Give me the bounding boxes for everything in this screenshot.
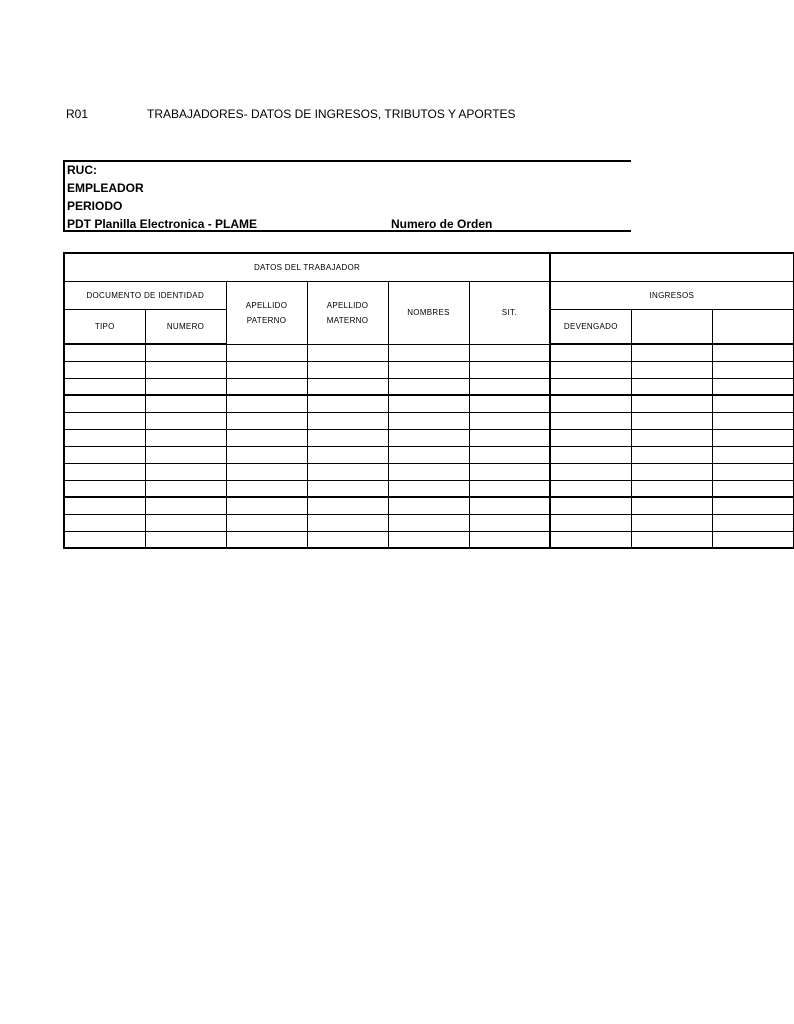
table-cell[interactable]: [469, 378, 550, 395]
table-cell[interactable]: [631, 378, 712, 395]
table-cell[interactable]: [388, 497, 469, 514]
table-cell[interactable]: [64, 361, 145, 378]
table-cell[interactable]: [307, 446, 388, 463]
table-cell[interactable]: [550, 378, 631, 395]
table-cell[interactable]: [388, 378, 469, 395]
table-row: [64, 446, 793, 463]
table-cell[interactable]: [307, 395, 388, 412]
table-cell[interactable]: [64, 429, 145, 446]
table-row: [64, 480, 793, 497]
table-cell[interactable]: [712, 378, 793, 395]
table-cell[interactable]: [226, 429, 307, 446]
ruc-label: RUC:: [67, 163, 97, 177]
table-cell[interactable]: [145, 361, 226, 378]
table-row: [64, 497, 793, 514]
table-cell[interactable]: [712, 480, 793, 497]
table-cell[interactable]: [550, 344, 631, 361]
maternal-surname-header: APELLIDO MATERNO: [307, 281, 388, 344]
table-cell[interactable]: [469, 480, 550, 497]
table-cell[interactable]: [469, 412, 550, 429]
table-cell[interactable]: [388, 514, 469, 531]
table-cell[interactable]: [631, 429, 712, 446]
table-cell[interactable]: [631, 361, 712, 378]
table-cell[interactable]: [226, 446, 307, 463]
blank-top-header: [550, 253, 793, 281]
table-cell[interactable]: [64, 344, 145, 361]
employer-label: EMPLEADOR: [67, 181, 144, 195]
table-cell[interactable]: [469, 446, 550, 463]
table-cell[interactable]: [226, 480, 307, 497]
table-cell[interactable]: [712, 361, 793, 378]
table-row: [64, 344, 793, 361]
table-cell[interactable]: [64, 446, 145, 463]
table-cell[interactable]: [712, 412, 793, 429]
table-cell[interactable]: [712, 463, 793, 480]
table-row: [64, 412, 793, 429]
table-cell[interactable]: [388, 361, 469, 378]
table-row: [64, 531, 793, 548]
table-cell[interactable]: [145, 378, 226, 395]
order-number-label: Numero de Orden: [391, 217, 493, 231]
table-cell[interactable]: [631, 446, 712, 463]
table-cell[interactable]: [550, 361, 631, 378]
table-cell[interactable]: [307, 429, 388, 446]
names-header: NOMBRES: [388, 281, 469, 344]
table-cell[interactable]: [469, 344, 550, 361]
table-cell[interactable]: [388, 531, 469, 548]
table-cell[interactable]: [226, 361, 307, 378]
table-cell[interactable]: [307, 412, 388, 429]
table-cell[interactable]: [307, 514, 388, 531]
table-cell[interactable]: [550, 412, 631, 429]
table-cell[interactable]: [145, 412, 226, 429]
table-cell[interactable]: [550, 395, 631, 412]
table-cell[interactable]: [64, 463, 145, 480]
table-cell[interactable]: [226, 463, 307, 480]
employer-info-box: [63, 160, 631, 232]
table-cell[interactable]: [145, 429, 226, 446]
table-cell[interactable]: [631, 395, 712, 412]
table-cell[interactable]: [388, 412, 469, 429]
table-cell[interactable]: [226, 378, 307, 395]
paternal-surname-header: APELLIDO PATERNO: [226, 281, 307, 344]
table-cell[interactable]: [550, 463, 631, 480]
table-cell[interactable]: [550, 480, 631, 497]
table-cell[interactable]: [64, 480, 145, 497]
table-cell[interactable]: [388, 344, 469, 361]
pdt-label: PDT Planilla Electronica - PLAME: [67, 217, 258, 231]
table-cell[interactable]: [145, 446, 226, 463]
period-label: PERIODO: [67, 199, 123, 213]
table-cell[interactable]: [307, 480, 388, 497]
table-cell[interactable]: [226, 497, 307, 514]
table-cell[interactable]: [145, 344, 226, 361]
table-cell[interactable]: [64, 395, 145, 412]
table-cell[interactable]: [469, 395, 550, 412]
table-cell[interactable]: [469, 497, 550, 514]
table-cell[interactable]: [145, 497, 226, 514]
table-cell[interactable]: [226, 395, 307, 412]
table-cell[interactable]: [64, 514, 145, 531]
table-cell[interactable]: [226, 412, 307, 429]
income-subheader-2: [631, 309, 712, 344]
table-cell[interactable]: [631, 480, 712, 497]
accrued-header: DEVENGADO: [550, 309, 631, 344]
table-cell[interactable]: [469, 361, 550, 378]
table-row: [64, 361, 793, 378]
table-cell[interactable]: [388, 480, 469, 497]
table-row: [64, 514, 793, 531]
table-cell[interactable]: [226, 514, 307, 531]
table-row: [64, 395, 793, 412]
table-cell[interactable]: [388, 429, 469, 446]
workers-table-viewport: [63, 252, 695, 568]
table-cell[interactable]: [631, 344, 712, 361]
table-cell[interactable]: [145, 480, 226, 497]
table-cell[interactable]: [550, 514, 631, 531]
table-cell[interactable]: [145, 514, 226, 531]
table-cell[interactable]: [550, 446, 631, 463]
workers-table: [63, 252, 794, 549]
table-cell[interactable]: [388, 395, 469, 412]
table-cell[interactable]: [631, 497, 712, 514]
table-cell[interactable]: [550, 531, 631, 548]
table-cell[interactable]: [712, 344, 793, 361]
table-cell[interactable]: [712, 497, 793, 514]
table-cell[interactable]: [64, 497, 145, 514]
id-document-header: DOCUMENTO DE IDENTIDAD: [64, 281, 226, 309]
number-header: NUMERO: [145, 309, 226, 344]
table-cell[interactable]: [64, 412, 145, 429]
table-cell[interactable]: [307, 344, 388, 361]
table-cell[interactable]: [712, 446, 793, 463]
table-cell[interactable]: [712, 429, 793, 446]
table-row: [64, 429, 793, 446]
table-cell[interactable]: [226, 531, 307, 548]
table-cell[interactable]: [469, 429, 550, 446]
table-row: [64, 378, 793, 395]
income-subheader-3: [712, 309, 793, 344]
type-header: TIPO: [64, 309, 145, 344]
table-cell[interactable]: [712, 514, 793, 531]
table-cell[interactable]: [712, 395, 793, 412]
report-title: TRABAJADORES- DATOS DE INGRESOS, TRIBUTOS Y APORTES: [147, 107, 516, 121]
table-cell[interactable]: [469, 514, 550, 531]
table-cell[interactable]: [388, 463, 469, 480]
table-cell[interactable]: [307, 378, 388, 395]
table-cell[interactable]: [307, 361, 388, 378]
table-cell[interactable]: [64, 531, 145, 548]
table-cell[interactable]: [631, 412, 712, 429]
table-cell[interactable]: [712, 531, 793, 548]
table-cell[interactable]: [469, 531, 550, 548]
table-cell[interactable]: [64, 378, 145, 395]
table-cell[interactable]: [469, 463, 550, 480]
table-cell[interactable]: [631, 463, 712, 480]
report-code: R01: [66, 107, 89, 121]
table-cell[interactable]: [631, 531, 712, 548]
table-cell[interactable]: [145, 395, 226, 412]
table-cell[interactable]: [145, 463, 226, 480]
table-cell[interactable]: [550, 497, 631, 514]
table-cell[interactable]: [226, 344, 307, 361]
table-cell[interactable]: [307, 531, 388, 548]
situation-header: SIT.: [469, 281, 550, 344]
income-header: INGRESOS: [550, 281, 793, 309]
table-row: [64, 463, 793, 480]
worker-data-header: DATOS DEL TRABAJADOR: [64, 253, 550, 281]
table-cell[interactable]: [631, 514, 712, 531]
table-cell[interactable]: [550, 429, 631, 446]
table-cell[interactable]: [145, 531, 226, 548]
table-cell[interactable]: [307, 497, 388, 514]
table-cell[interactable]: [307, 463, 388, 480]
table-cell[interactable]: [388, 446, 469, 463]
